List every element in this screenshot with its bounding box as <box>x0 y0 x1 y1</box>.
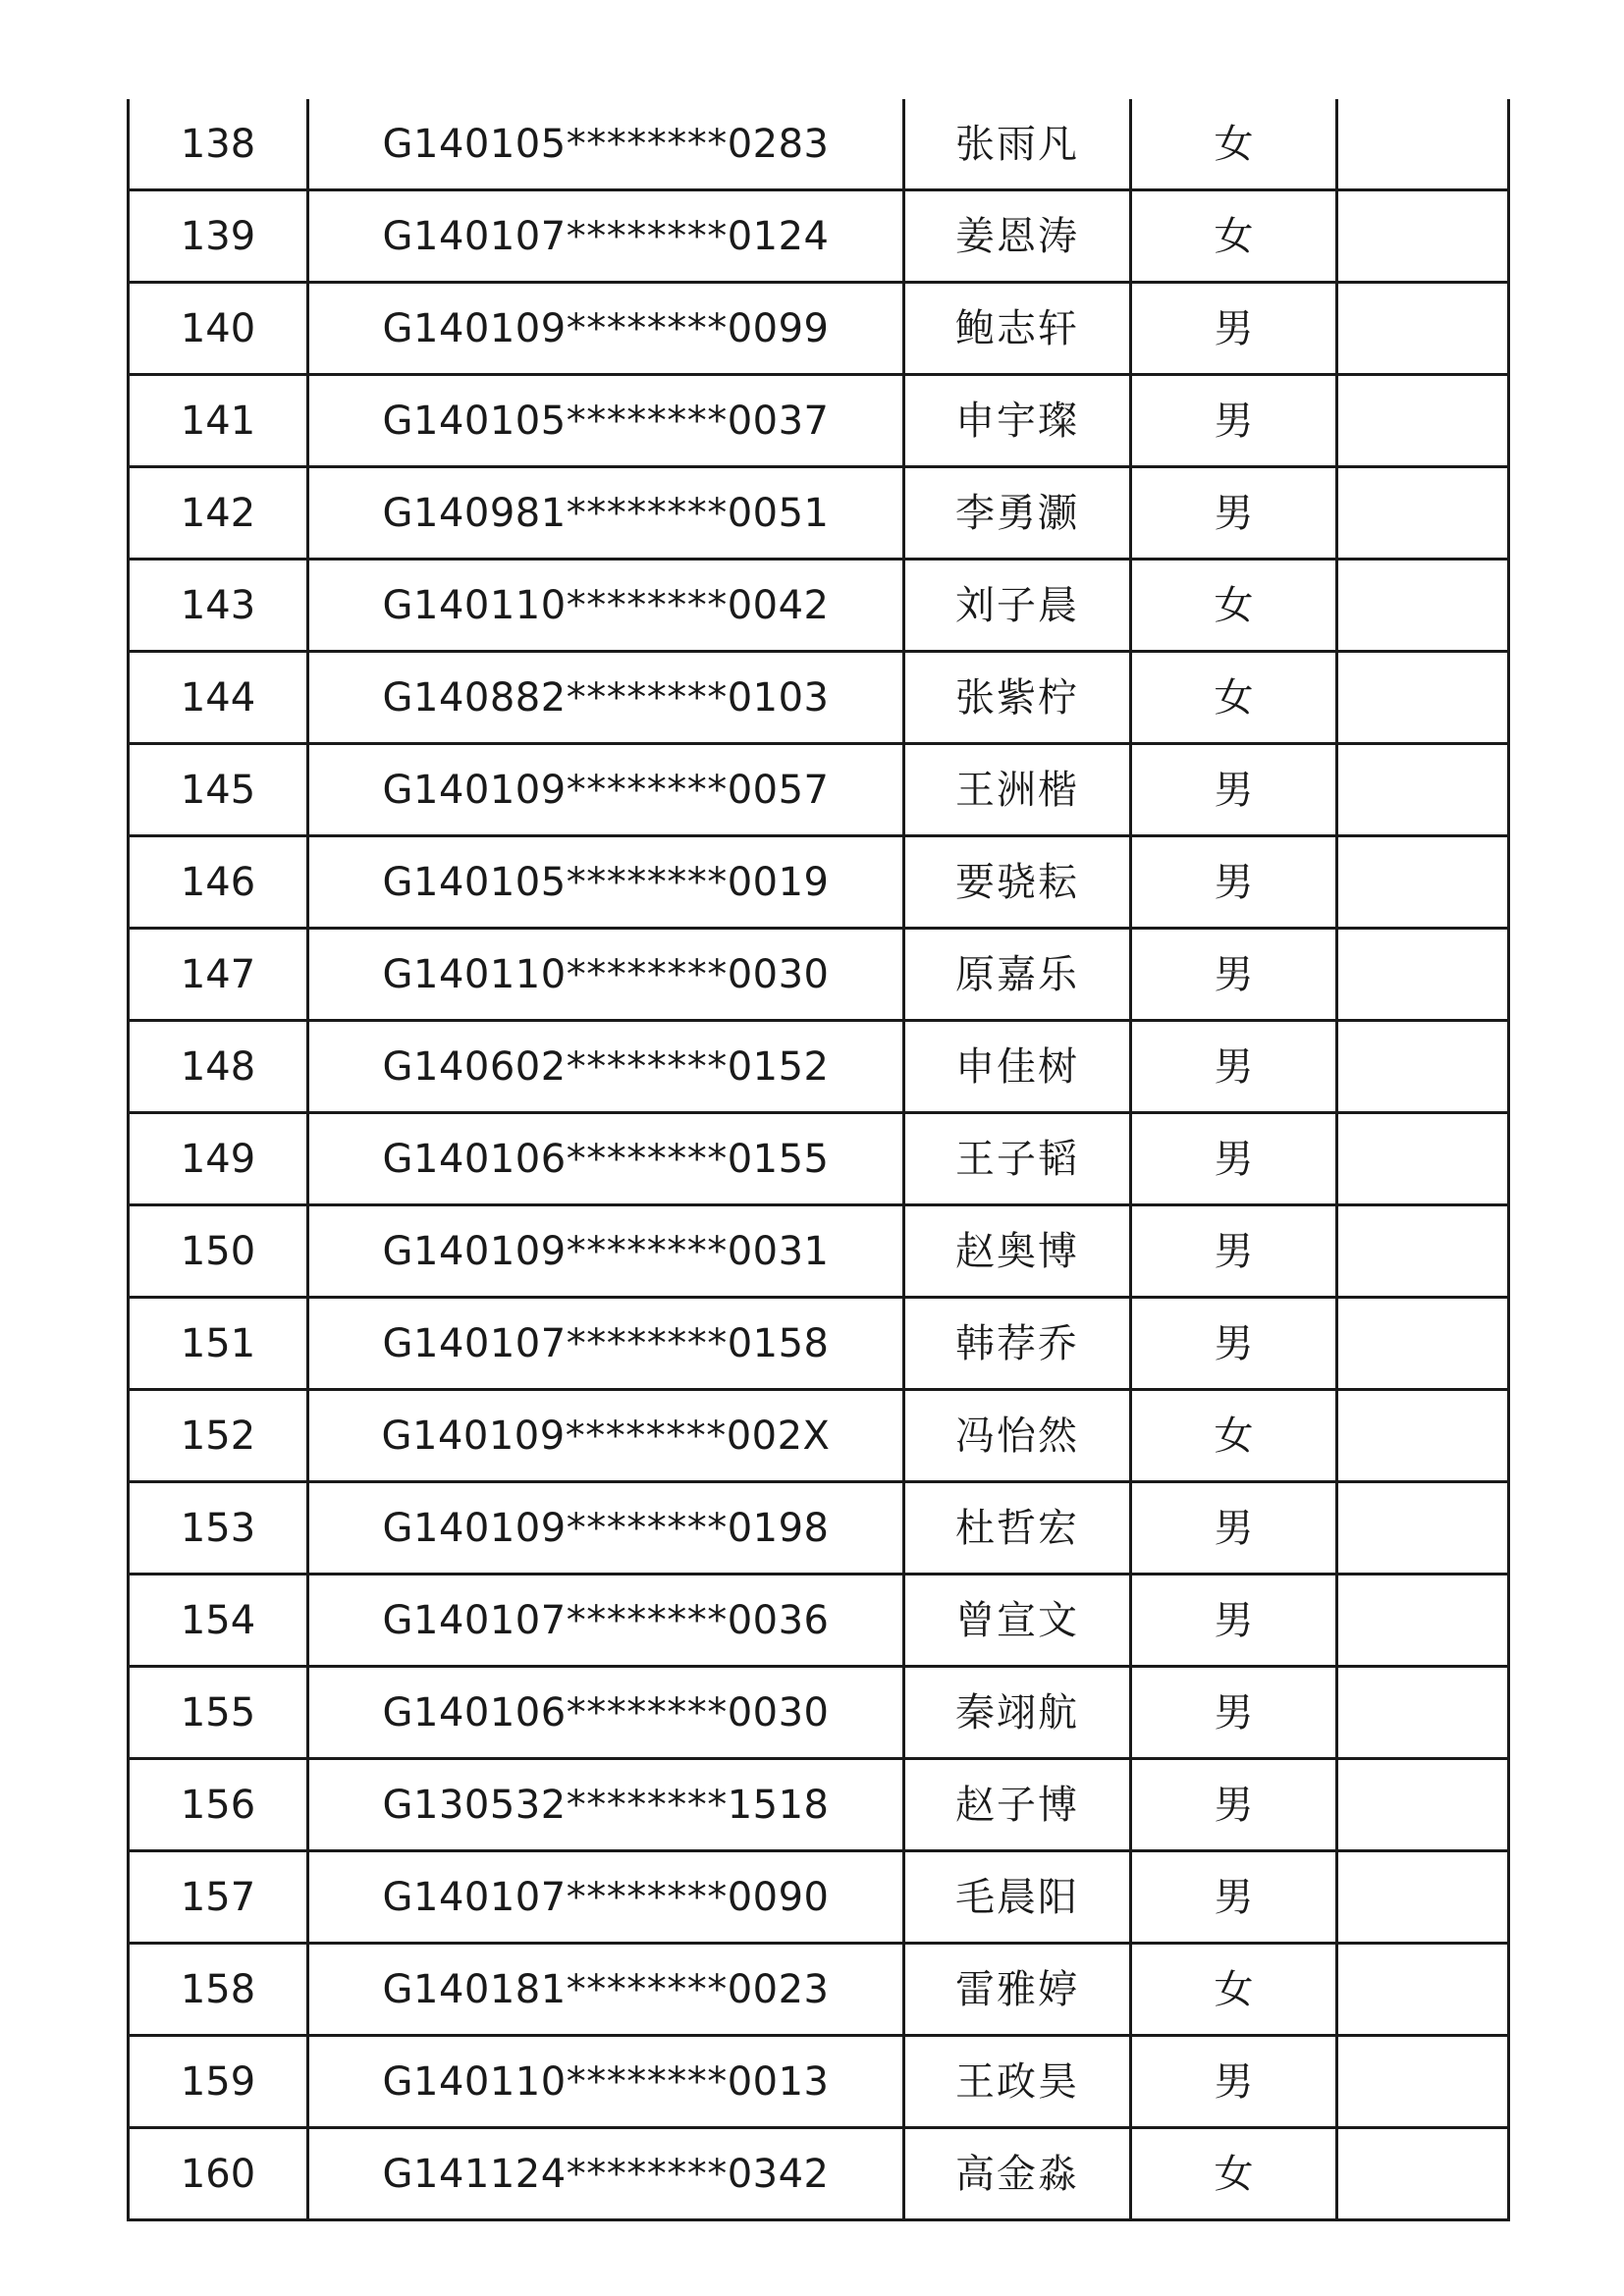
id-number-cell <box>308 467 904 560</box>
row-number-text: 153 <box>180 1505 256 1551</box>
gender-text: 女 <box>1214 2151 1254 2197</box>
row-number-cell <box>129 1944 308 2036</box>
gender-cell <box>1131 375 1337 467</box>
student-name-text: 王政昊 <box>955 2058 1079 2105</box>
remarks-cell <box>1337 836 1509 929</box>
table-row <box>129 1021 1509 1113</box>
student-name-cell <box>904 1113 1131 1205</box>
student-name-text: 李勇灏 <box>955 490 1079 536</box>
student-name-cell <box>904 1205 1131 1298</box>
id-number-cell <box>308 1298 904 1390</box>
student-name-text: 曾宣文 <box>955 1597 1079 1643</box>
student-name-text: 赵子博 <box>955 1782 1079 1828</box>
gender-text: 男 <box>1214 1043 1254 1090</box>
row-number-text: 160 <box>180 2151 256 2197</box>
remarks-cell <box>1337 2036 1509 2128</box>
id-number-text: G140107********0158 <box>382 1320 830 1366</box>
id-number-cell <box>308 1113 904 1205</box>
id-number-cell <box>308 1944 904 2036</box>
remarks-cell <box>1337 560 1509 652</box>
gender-cell <box>1131 560 1337 652</box>
row-number-cell <box>129 283 308 375</box>
gender-cell <box>1131 1575 1337 1667</box>
student-name-cell <box>904 1759 1131 1851</box>
remarks-cell <box>1337 99 1509 190</box>
gender-cell <box>1131 744 1337 836</box>
student-name-text: 雷雅婷 <box>955 1966 1079 2012</box>
gender-cell <box>1131 467 1337 560</box>
gender-text: 男 <box>1214 951 1254 997</box>
student-name-cell <box>904 652 1131 744</box>
row-number-text: 156 <box>180 1782 256 1828</box>
id-number-cell <box>308 2128 904 2220</box>
row-number-text: 159 <box>180 2058 256 2105</box>
student-name-text: 张紫柠 <box>955 674 1079 721</box>
row-number-cell <box>129 99 308 190</box>
row-number-text: 143 <box>180 582 256 628</box>
id-number-text: G140107********0090 <box>382 1874 830 1920</box>
row-number-cell <box>129 652 308 744</box>
row-number-text: 158 <box>180 1966 256 2012</box>
student-name-text: 秦翊航 <box>955 1689 1079 1735</box>
gender-cell <box>1131 836 1337 929</box>
id-number-text: G140109********002X <box>381 1413 831 1459</box>
student-name-text: 王洲楷 <box>955 767 1079 813</box>
row-number-text: 148 <box>180 1043 256 1090</box>
table-row <box>129 1944 1509 2036</box>
gender-text: 男 <box>1214 767 1254 813</box>
student-name-cell <box>904 929 1131 1021</box>
remarks-cell <box>1337 744 1509 836</box>
row-number-cell <box>129 1759 308 1851</box>
row-number-cell <box>129 560 308 652</box>
id-number-text: G140107********0124 <box>382 213 830 259</box>
gender-text: 男 <box>1214 1505 1254 1551</box>
row-number-cell <box>129 1390 308 1482</box>
id-number-cell <box>308 375 904 467</box>
gender-text: 女 <box>1214 1413 1254 1459</box>
remarks-cell <box>1337 1021 1509 1113</box>
row-number-text: 147 <box>180 951 256 997</box>
gender-cell <box>1131 190 1337 283</box>
student-name-cell <box>904 99 1131 190</box>
student-name-text: 鲍志轩 <box>955 305 1079 351</box>
student-name-text: 韩荐乔 <box>955 1320 1079 1366</box>
remarks-cell <box>1337 1851 1509 1944</box>
row-number-text: 155 <box>180 1689 256 1735</box>
id-number-cell <box>308 283 904 375</box>
remarks-cell <box>1337 929 1509 1021</box>
table-row <box>129 1113 1509 1205</box>
student-name-text: 申佳树 <box>955 1043 1079 1090</box>
id-number-cell <box>308 1482 904 1575</box>
table-row <box>129 1482 1509 1575</box>
student-name-cell <box>904 1944 1131 2036</box>
row-number-cell <box>129 190 308 283</box>
student-name-text: 姜恩涛 <box>955 213 1079 259</box>
gender-text: 男 <box>1214 859 1254 905</box>
gender-text: 男 <box>1214 305 1254 351</box>
remarks-cell <box>1337 2128 1509 2220</box>
student-name-cell <box>904 2128 1131 2220</box>
id-number-text: G140105********0037 <box>382 398 830 444</box>
table-row <box>129 1575 1509 1667</box>
row-number-cell <box>129 1113 308 1205</box>
gender-cell <box>1131 2128 1337 2220</box>
id-number-cell <box>308 1021 904 1113</box>
row-number-text: 144 <box>180 674 256 721</box>
table-row <box>129 929 1509 1021</box>
id-number-cell <box>308 744 904 836</box>
gender-cell <box>1131 1390 1337 1482</box>
table-row <box>129 836 1509 929</box>
gender-text: 男 <box>1214 2058 1254 2105</box>
row-number-text: 140 <box>180 305 256 351</box>
id-number-cell <box>308 2036 904 2128</box>
table-row <box>129 2128 1509 2220</box>
id-number-cell <box>308 1205 904 1298</box>
gender-cell <box>1131 2036 1337 2128</box>
id-number-cell <box>308 190 904 283</box>
student-name-text: 刘子晨 <box>955 582 1079 628</box>
gender-cell <box>1131 1851 1337 1944</box>
table-row <box>129 744 1509 836</box>
row-number-text: 149 <box>180 1136 256 1182</box>
student-name-text: 毛晨阳 <box>955 1874 1079 1920</box>
gender-cell <box>1131 1298 1337 1390</box>
id-number-text: G140109********0057 <box>382 767 830 813</box>
gender-text: 男 <box>1214 398 1254 444</box>
student-name-cell <box>904 2036 1131 2128</box>
table-row <box>129 1851 1509 1944</box>
student-name-text: 冯怡然 <box>955 1413 1079 1459</box>
table-row <box>129 652 1509 744</box>
table-row <box>129 283 1509 375</box>
student-name-cell <box>904 1667 1131 1759</box>
gender-cell <box>1131 1021 1337 1113</box>
id-number-text: G130532********1518 <box>382 1782 830 1828</box>
row-number-text: 152 <box>180 1413 256 1459</box>
id-number-text: G140107********0036 <box>382 1597 830 1643</box>
id-number-text: G140110********0013 <box>382 2058 830 2105</box>
gender-text: 男 <box>1214 1782 1254 1828</box>
gender-cell <box>1131 99 1337 190</box>
id-number-cell <box>308 99 904 190</box>
id-number-cell <box>308 1851 904 1944</box>
gender-text: 女 <box>1214 213 1254 259</box>
id-number-cell <box>308 652 904 744</box>
student-name-text: 原嘉乐 <box>955 951 1079 997</box>
row-number-text: 157 <box>180 1874 256 1920</box>
remarks-cell <box>1337 1944 1509 2036</box>
row-number-cell <box>129 1482 308 1575</box>
student-roster-table <box>127 99 1510 2221</box>
id-number-cell <box>308 1390 904 1482</box>
gender-cell <box>1131 929 1337 1021</box>
table-row <box>129 1390 1509 1482</box>
id-number-cell <box>308 560 904 652</box>
table-row <box>129 2036 1509 2128</box>
student-name-cell <box>904 836 1131 929</box>
student-name-cell <box>904 467 1131 560</box>
student-name-text: 张雨凡 <box>955 121 1079 167</box>
id-number-cell <box>308 1759 904 1851</box>
remarks-cell <box>1337 1575 1509 1667</box>
row-number-cell <box>129 836 308 929</box>
id-number-text: G140181********0023 <box>382 1966 830 2012</box>
id-number-text: G140882********0103 <box>382 674 830 721</box>
table-row <box>129 1205 1509 1298</box>
row-number-cell <box>129 1575 308 1667</box>
student-name-cell <box>904 744 1131 836</box>
id-number-cell <box>308 1575 904 1667</box>
gender-cell <box>1131 1759 1337 1851</box>
id-number-text: G140109********0198 <box>382 1505 830 1551</box>
remarks-cell <box>1337 1205 1509 1298</box>
row-number-cell <box>129 375 308 467</box>
student-name-cell <box>904 190 1131 283</box>
gender-text: 男 <box>1214 490 1254 536</box>
id-number-text: G140109********0031 <box>382 1228 830 1274</box>
gender-cell <box>1131 1482 1337 1575</box>
row-number-text: 145 <box>180 767 256 813</box>
id-number-cell <box>308 836 904 929</box>
student-name-cell <box>904 560 1131 652</box>
gender-text: 男 <box>1214 1597 1254 1643</box>
row-number-text: 141 <box>180 398 256 444</box>
id-number-cell <box>308 929 904 1021</box>
remarks-cell <box>1337 1390 1509 1482</box>
row-number-cell <box>129 1851 308 1944</box>
student-name-cell <box>904 1390 1131 1482</box>
remarks-cell <box>1337 283 1509 375</box>
row-number-text: 146 <box>180 859 256 905</box>
student-name-cell <box>904 1575 1131 1667</box>
row-number-cell <box>129 467 308 560</box>
gender-cell <box>1131 1667 1337 1759</box>
id-number-text: G141124********0342 <box>382 2151 830 2197</box>
table-row <box>129 1298 1509 1390</box>
table-row <box>129 467 1509 560</box>
row-number-text: 138 <box>180 121 256 167</box>
student-name-text: 高金淼 <box>955 2151 1079 2197</box>
student-name-cell <box>904 375 1131 467</box>
id-number-text: G140110********0042 <box>382 582 830 628</box>
gender-cell <box>1131 652 1337 744</box>
row-number-cell <box>129 2128 308 2220</box>
row-number-cell <box>129 1205 308 1298</box>
id-number-text: G140105********0019 <box>382 859 830 905</box>
remarks-cell <box>1337 375 1509 467</box>
student-name-cell <box>904 1851 1131 1944</box>
student-name-cell <box>904 283 1131 375</box>
table-row <box>129 190 1509 283</box>
table-row <box>129 1759 1509 1851</box>
row-number-cell <box>129 2036 308 2128</box>
row-number-cell <box>129 1298 308 1390</box>
remarks-cell <box>1337 190 1509 283</box>
id-number-text: G140109********0099 <box>382 305 830 351</box>
row-number-cell <box>129 744 308 836</box>
id-number-text: G140602********0152 <box>382 1043 830 1090</box>
gender-cell <box>1131 1113 1337 1205</box>
gender-text: 女 <box>1214 121 1254 167</box>
row-number-text: 139 <box>180 213 256 259</box>
student-name-text: 赵奥博 <box>955 1228 1079 1274</box>
remarks-cell <box>1337 1759 1509 1851</box>
gender-text: 女 <box>1214 1966 1254 2012</box>
student-name-text: 王子韬 <box>955 1136 1079 1182</box>
id-number-text: G140110********0030 <box>382 951 830 997</box>
table-row <box>129 99 1509 190</box>
row-number-text: 154 <box>180 1597 256 1643</box>
id-number-text: G140105********0283 <box>382 121 830 167</box>
student-name-text: 要骁耘 <box>955 859 1079 905</box>
gender-text: 男 <box>1214 1320 1254 1366</box>
gender-cell <box>1131 1944 1337 2036</box>
gender-text: 男 <box>1214 1874 1254 1920</box>
table-row <box>129 375 1509 467</box>
row-number-text: 150 <box>180 1228 256 1274</box>
student-name-text: 申宇璨 <box>955 398 1079 444</box>
gender-cell <box>1131 1205 1337 1298</box>
table-row <box>129 1667 1509 1759</box>
student-name-cell <box>904 1021 1131 1113</box>
gender-text: 男 <box>1214 1136 1254 1182</box>
row-number-text: 142 <box>180 490 256 536</box>
id-number-cell <box>308 1667 904 1759</box>
student-name-cell <box>904 1298 1131 1390</box>
gender-text: 男 <box>1214 1689 1254 1735</box>
id-number-text: G140981********0051 <box>382 490 830 536</box>
row-number-cell <box>129 1667 308 1759</box>
remarks-cell <box>1337 467 1509 560</box>
remarks-cell <box>1337 1482 1509 1575</box>
remarks-cell <box>1337 1298 1509 1390</box>
remarks-cell <box>1337 1113 1509 1205</box>
roster-table-body <box>129 99 1509 2220</box>
student-name-cell <box>904 1482 1131 1575</box>
remarks-cell <box>1337 1667 1509 1759</box>
table-row <box>129 560 1509 652</box>
gender-cell <box>1131 283 1337 375</box>
gender-text: 男 <box>1214 1228 1254 1274</box>
gender-text: 女 <box>1214 674 1254 721</box>
student-name-text: 杜哲宏 <box>955 1505 1079 1551</box>
gender-text: 女 <box>1214 582 1254 628</box>
id-number-text: G140106********0155 <box>382 1136 830 1182</box>
remarks-cell <box>1337 652 1509 744</box>
id-number-text: G140106********0030 <box>382 1689 830 1735</box>
row-number-cell <box>129 1021 308 1113</box>
row-number-text: 151 <box>180 1320 256 1366</box>
row-number-cell <box>129 929 308 1021</box>
